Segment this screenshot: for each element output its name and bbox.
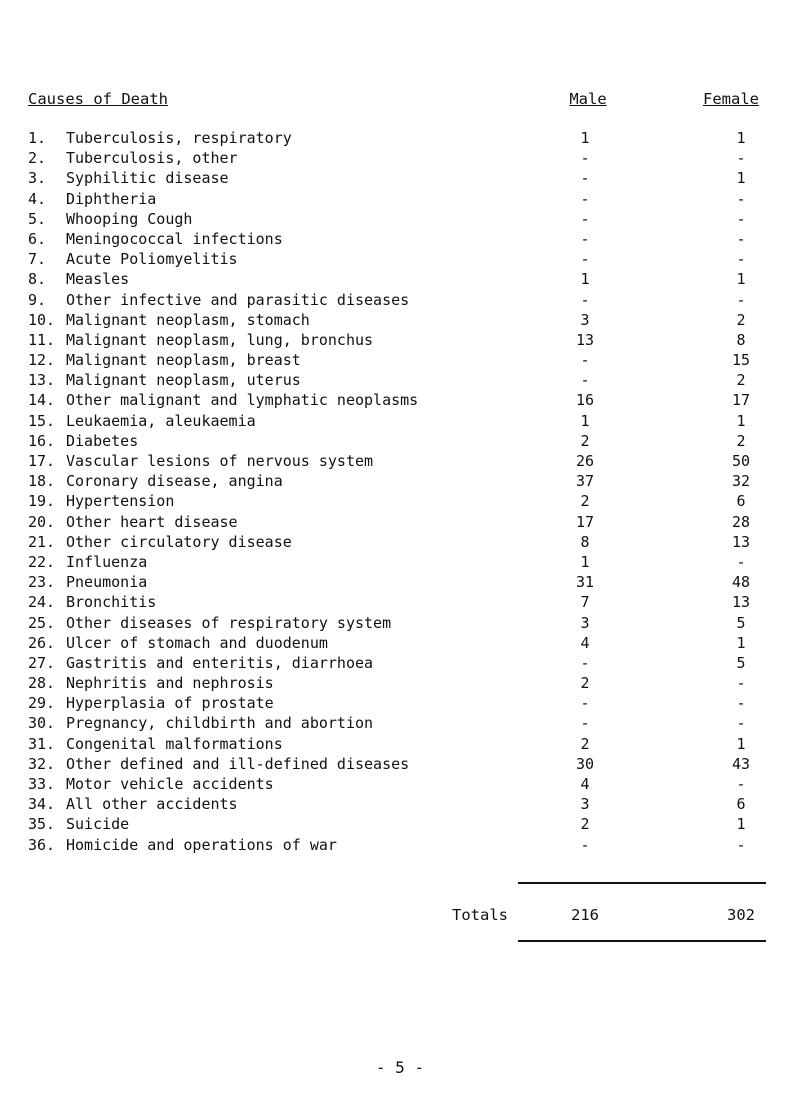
totals-male-value: 216 bbox=[571, 906, 599, 924]
male-count: - bbox=[580, 351, 590, 370]
row-number: 3. bbox=[28, 169, 47, 188]
cause-name: Vascular lesions of nervous system bbox=[66, 452, 374, 470]
female-count: 1 bbox=[736, 129, 746, 147]
female-count: - bbox=[736, 209, 746, 228]
female-count: - bbox=[736, 250, 746, 269]
row-number: 10. bbox=[28, 310, 56, 329]
male-count: 31 bbox=[575, 573, 595, 592]
cause-name: Other diseases of respiratory system bbox=[66, 613, 392, 632]
female-count: - bbox=[736, 552, 746, 571]
row-number: 25. bbox=[28, 613, 56, 632]
causes-table bbox=[0, 128, 800, 855]
cause-name: Homicide and operations of war bbox=[66, 835, 337, 854]
row-number: 7. bbox=[28, 250, 47, 269]
table-row bbox=[0, 290, 800, 310]
table-row bbox=[0, 754, 800, 774]
male-count: 30 bbox=[575, 754, 595, 773]
male-count: - bbox=[580, 169, 590, 188]
cause-name: Motor vehicle accidents bbox=[66, 775, 274, 793]
female-count: 17 bbox=[731, 391, 751, 410]
cause-name: Hypertension bbox=[66, 492, 175, 511]
cause-name: Other circulatory disease bbox=[66, 532, 292, 551]
female-count: 28 bbox=[731, 512, 751, 531]
table-row bbox=[0, 168, 800, 188]
totals-female-value: 302 bbox=[727, 906, 755, 924]
male-count: 2 bbox=[580, 431, 590, 450]
female-count: - bbox=[736, 775, 746, 793]
row-number: 19. bbox=[28, 492, 56, 511]
cause-name: Nephritis and nephrosis bbox=[66, 674, 274, 693]
female-count: 2 bbox=[736, 310, 746, 329]
cause-name: Pregnancy, childbirth and abortion bbox=[66, 714, 374, 733]
female-count: - bbox=[736, 714, 746, 733]
male-count: 1 bbox=[580, 411, 590, 430]
header-female: Female bbox=[703, 90, 759, 108]
header-male: Male bbox=[569, 90, 607, 108]
female-count: 1 bbox=[736, 815, 746, 834]
table-row bbox=[0, 269, 800, 289]
table-row bbox=[0, 592, 800, 612]
row-number: 35. bbox=[28, 815, 56, 834]
cause-name: Ulcer of stomach and duodenum bbox=[66, 633, 328, 652]
male-count: 3 bbox=[580, 795, 590, 814]
female-count: - bbox=[736, 189, 746, 208]
table-row bbox=[0, 693, 800, 713]
male-count: 2 bbox=[580, 674, 590, 693]
male-count: 2 bbox=[580, 815, 590, 834]
cause-name: Pneumonia bbox=[66, 573, 148, 592]
female-count: 8 bbox=[736, 330, 746, 349]
cause-name: Suicide bbox=[66, 815, 130, 834]
row-number: 5. bbox=[28, 209, 47, 228]
male-count: - bbox=[580, 189, 590, 208]
male-count: - bbox=[580, 149, 590, 168]
row-number: 33. bbox=[28, 775, 56, 793]
female-count: - bbox=[736, 149, 746, 168]
female-count: - bbox=[736, 674, 746, 693]
table-row bbox=[0, 713, 800, 733]
cause-name: Syphilitic disease bbox=[66, 169, 229, 188]
male-count: 2 bbox=[580, 734, 590, 753]
cause-name: Other infective and parasitic diseases bbox=[66, 290, 410, 309]
table-row bbox=[0, 491, 800, 511]
table-row bbox=[0, 633, 800, 653]
male-count: 2 bbox=[580, 492, 590, 511]
table-row bbox=[0, 451, 800, 471]
row-number: 4. bbox=[28, 189, 47, 208]
table-row bbox=[0, 734, 800, 754]
table-row bbox=[0, 613, 800, 633]
male-count: - bbox=[580, 694, 590, 713]
male-count: 13 bbox=[575, 330, 595, 349]
table-row bbox=[0, 411, 800, 431]
cause-name: Coronary disease, angina bbox=[66, 472, 283, 491]
female-count: - bbox=[736, 229, 746, 248]
row-number: 14. bbox=[28, 391, 56, 410]
cause-name: Bronchitis bbox=[66, 593, 157, 612]
female-count: - bbox=[736, 290, 746, 309]
male-count: 4 bbox=[580, 633, 590, 652]
table-row bbox=[0, 774, 800, 794]
totals-bottom-rule bbox=[518, 940, 766, 942]
cause-name: Other defined and ill-defined diseases bbox=[66, 754, 410, 773]
cause-name: Tuberculosis, respiratory bbox=[66, 129, 292, 147]
row-number: 23. bbox=[28, 573, 56, 592]
row-number: 29. bbox=[28, 694, 56, 713]
totals-top-rule bbox=[518, 882, 766, 884]
female-count: 50 bbox=[731, 452, 751, 470]
female-count: 5 bbox=[736, 653, 746, 672]
table-row bbox=[0, 512, 800, 532]
male-count: 17 bbox=[575, 512, 595, 531]
row-number: 32. bbox=[28, 754, 56, 773]
cause-name: Malignant neoplasm, lung, bronchus bbox=[66, 330, 374, 349]
cause-name: Malignant neoplasm, uterus bbox=[66, 371, 301, 390]
row-number: 1. bbox=[28, 129, 47, 147]
female-count: 6 bbox=[736, 795, 746, 814]
cause-name: Gastritis and enteritis, diarrhoea bbox=[66, 653, 374, 672]
table-row bbox=[0, 310, 800, 330]
female-count: 1 bbox=[736, 734, 746, 753]
male-count: - bbox=[580, 209, 590, 228]
cause-name: Malignant neoplasm, breast bbox=[66, 351, 301, 370]
row-number: 11. bbox=[28, 330, 56, 349]
row-number: 12. bbox=[28, 351, 56, 370]
female-count: 6 bbox=[736, 492, 746, 511]
female-count: 1 bbox=[736, 169, 746, 188]
female-count: 5 bbox=[736, 613, 746, 632]
female-count: 2 bbox=[736, 431, 746, 450]
male-count: - bbox=[580, 835, 590, 854]
row-number: 34. bbox=[28, 795, 56, 814]
cause-name: Meningococcal infections bbox=[66, 229, 283, 248]
female-count: 2 bbox=[736, 371, 746, 390]
table-row bbox=[0, 653, 800, 673]
male-count: 26 bbox=[575, 452, 595, 470]
row-number: 28. bbox=[28, 674, 56, 693]
cause-name: Whooping Cough bbox=[66, 209, 193, 228]
table-row bbox=[0, 572, 800, 592]
row-number: 21. bbox=[28, 532, 56, 551]
totals-label: Totals bbox=[452, 906, 508, 924]
row-number: 6. bbox=[28, 229, 47, 248]
row-number: 30. bbox=[28, 714, 56, 733]
male-count: 4 bbox=[580, 775, 590, 793]
header-causes-of-death: Causes of Death bbox=[28, 90, 168, 108]
table-row bbox=[0, 350, 800, 370]
row-number: 13. bbox=[28, 371, 56, 390]
male-count: 1 bbox=[580, 129, 590, 147]
male-count: 16 bbox=[575, 391, 595, 410]
table-row bbox=[0, 673, 800, 693]
table-row bbox=[0, 794, 800, 814]
table-row bbox=[0, 128, 800, 148]
male-count: - bbox=[580, 250, 590, 269]
female-count: 32 bbox=[731, 472, 751, 491]
table-row bbox=[0, 552, 800, 572]
row-number: 26. bbox=[28, 633, 56, 652]
male-count: 8 bbox=[580, 532, 590, 551]
table-row bbox=[0, 814, 800, 834]
row-number: 17. bbox=[28, 452, 56, 470]
row-number: 36. bbox=[28, 835, 56, 854]
male-count: - bbox=[580, 371, 590, 390]
row-number: 20. bbox=[28, 512, 56, 531]
totals-row bbox=[0, 905, 800, 925]
table-row bbox=[0, 229, 800, 249]
table-row bbox=[0, 390, 800, 410]
table-row bbox=[0, 330, 800, 350]
male-count: - bbox=[580, 653, 590, 672]
cause-name: Tuberculosis, other bbox=[66, 149, 238, 168]
row-number: 2. bbox=[28, 149, 47, 168]
female-count: 15 bbox=[731, 351, 751, 370]
female-count: 13 bbox=[731, 532, 751, 551]
row-number: 31. bbox=[28, 734, 56, 753]
male-count: 1 bbox=[580, 552, 590, 571]
table-row bbox=[0, 835, 800, 855]
female-count: 48 bbox=[731, 573, 751, 592]
cause-name: Leukaemia, aleukaemia bbox=[66, 411, 256, 430]
female-count: 43 bbox=[731, 754, 751, 773]
male-count: 3 bbox=[580, 310, 590, 329]
table-row bbox=[0, 370, 800, 390]
cause-name: Influenza bbox=[66, 552, 148, 571]
row-number: 8. bbox=[28, 270, 47, 289]
male-count: - bbox=[580, 229, 590, 248]
cause-name: Hyperplasia of prostate bbox=[66, 694, 274, 713]
row-number: 22. bbox=[28, 552, 56, 571]
male-count: - bbox=[580, 714, 590, 733]
row-number: 27. bbox=[28, 653, 56, 672]
cause-name: All other accidents bbox=[66, 795, 238, 814]
page-number: - 5 - bbox=[375, 1058, 425, 1077]
female-count: 1 bbox=[736, 633, 746, 652]
row-number: 18. bbox=[28, 472, 56, 491]
cause-name: Malignant neoplasm, stomach bbox=[66, 310, 310, 329]
male-count: 37 bbox=[575, 472, 595, 491]
table-row bbox=[0, 431, 800, 451]
cause-name: Congenital malformations bbox=[66, 734, 283, 753]
female-count: 13 bbox=[731, 593, 751, 612]
cause-name: Measles bbox=[66, 270, 130, 289]
row-number: 9. bbox=[28, 290, 47, 309]
table-row bbox=[0, 471, 800, 491]
table-row bbox=[0, 532, 800, 552]
table-row bbox=[0, 189, 800, 209]
male-count: - bbox=[580, 290, 590, 309]
female-count: 1 bbox=[736, 270, 746, 289]
male-count: 7 bbox=[580, 593, 590, 612]
table-row bbox=[0, 209, 800, 229]
cause-name: Other heart disease bbox=[66, 512, 238, 531]
row-number: 16. bbox=[28, 431, 56, 450]
table-row bbox=[0, 249, 800, 269]
table-row bbox=[0, 148, 800, 168]
cause-name: Diabetes bbox=[66, 431, 139, 450]
male-count: 3 bbox=[580, 613, 590, 632]
cause-name: Other malignant and lymphatic neoplasms bbox=[66, 391, 419, 410]
row-number: 15. bbox=[28, 411, 56, 430]
row-number: 24. bbox=[28, 593, 56, 612]
female-count: - bbox=[736, 694, 746, 713]
male-count: 1 bbox=[580, 270, 590, 289]
female-count: - bbox=[736, 835, 746, 854]
female-count: 1 bbox=[736, 411, 746, 430]
cause-name: Diphtheria bbox=[66, 189, 157, 208]
cause-name: Acute Poliomyelitis bbox=[66, 250, 238, 269]
